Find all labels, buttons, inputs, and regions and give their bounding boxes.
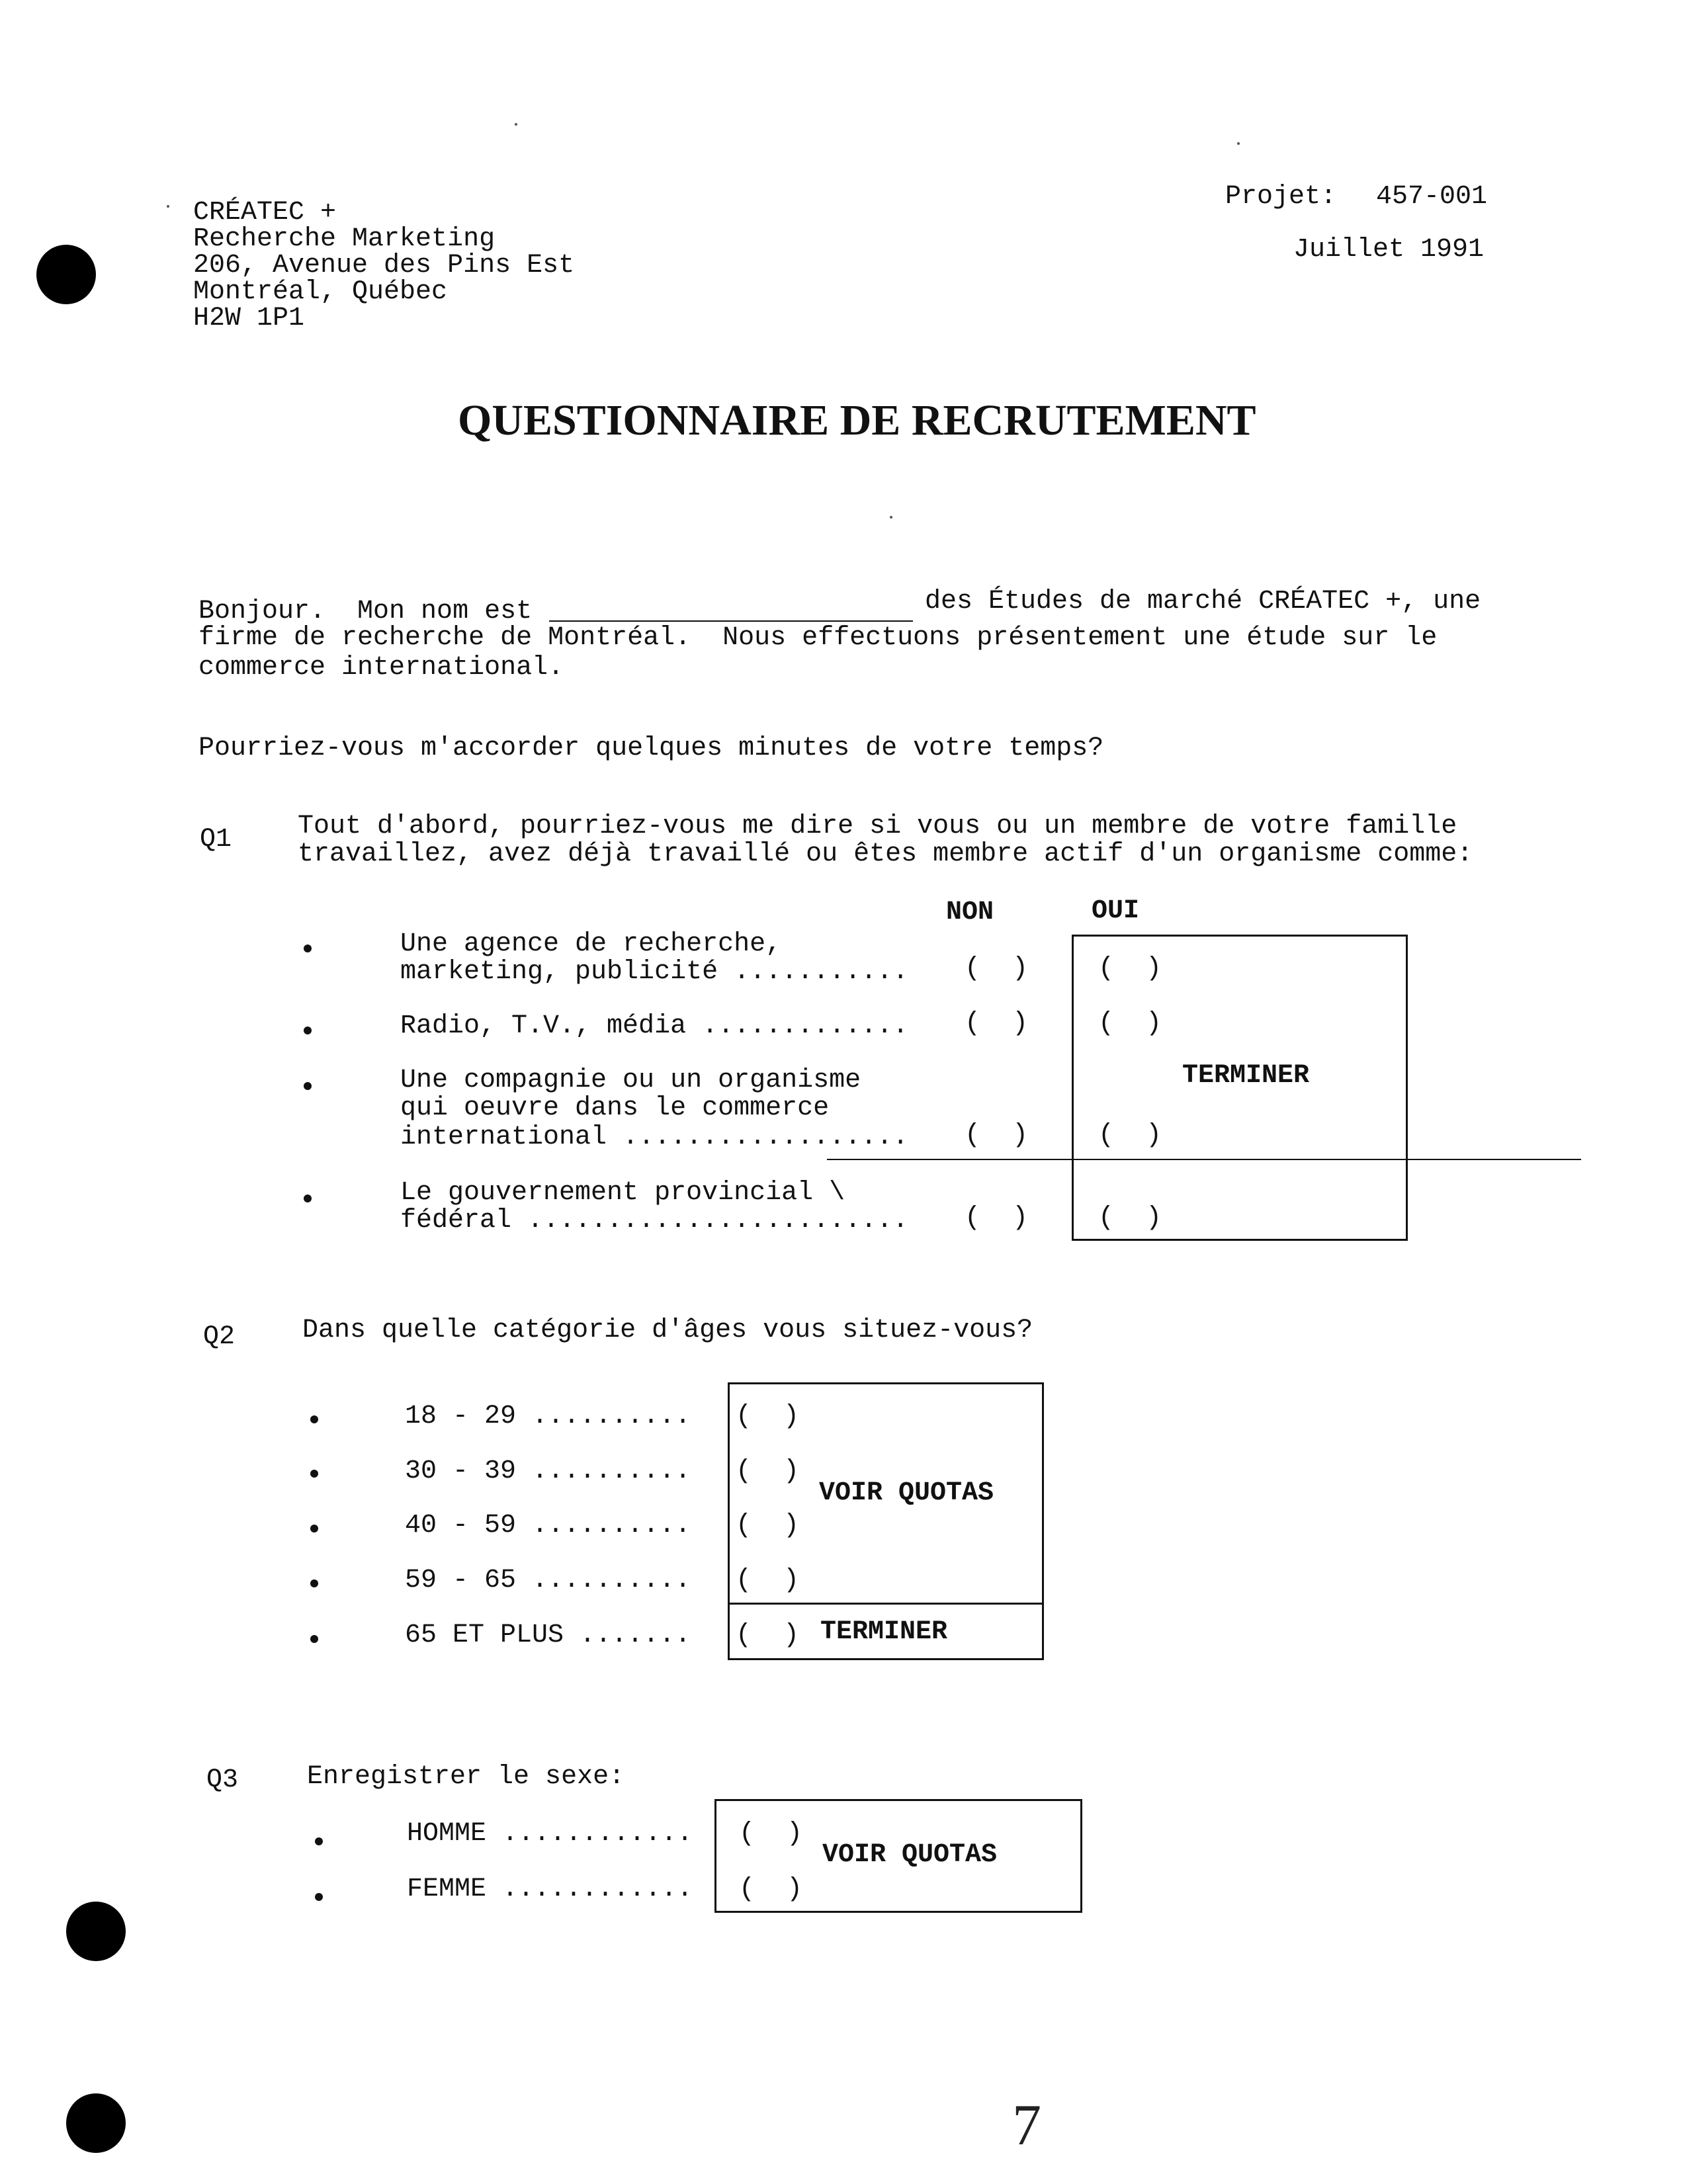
- punch-hole-bottom: [66, 2093, 126, 2153]
- scan-speck: [515, 123, 517, 126]
- q1-bullet: [304, 945, 312, 952]
- name-blank-line: [549, 620, 913, 622]
- q1-item-1-non-checkbox[interactable]: ( ): [965, 954, 1029, 984]
- q3-option-homme-checkbox[interactable]: ( ): [739, 1819, 803, 1849]
- q1-bullet: [304, 1082, 312, 1090]
- intro-line-1a: Bonjour. Mon nom est: [198, 597, 533, 626]
- q2-text: Dans quelle catégorie d'âges vous situez-vous?: [302, 1316, 1033, 1345]
- q1-item-4-non-checkbox[interactable]: ( ): [965, 1203, 1029, 1233]
- q1-item-2-line-1: Radio, T.V., média .............: [400, 1011, 909, 1041]
- q1-item-2-non-checkbox[interactable]: ( ): [965, 1009, 1029, 1038]
- q2-terminate-label: TERMINER: [820, 1617, 948, 1647]
- q2-bullet: [310, 1579, 318, 1587]
- q2-option-18-29: 18 - 29 ..........: [405, 1402, 691, 1431]
- scan-speck: [167, 205, 169, 208]
- q1-number: Q1: [200, 825, 232, 855]
- scan-speck: [1237, 142, 1240, 145]
- q1-item-3-non-checkbox[interactable]: ( ): [965, 1120, 1029, 1150]
- q1-col-non: NON: [946, 898, 994, 927]
- q2-bullet: [310, 1415, 318, 1423]
- company-name: CRÉATEC +: [193, 198, 337, 228]
- q1-item-1-line-2: marketing, publicité ...........: [400, 957, 909, 987]
- q1-item-1-oui-checkbox[interactable]: ( ): [1098, 954, 1162, 984]
- scan-speck: [890, 516, 892, 519]
- company-division: Recherche Marketing: [193, 224, 496, 254]
- q3-option-homme: HOMME ............: [407, 1819, 693, 1849]
- company-postal-code: H2W 1P1: [193, 304, 305, 333]
- q3-option-femme-checkbox[interactable]: ( ): [739, 1874, 803, 1904]
- q1-item-4-oui-checkbox[interactable]: ( ): [1098, 1203, 1162, 1233]
- intro-line-1b: des Études de marché CRÉATEC +, une: [925, 587, 1481, 616]
- q2-bullet: [310, 1635, 318, 1643]
- company-street: 206, Avenue des Pins Est: [193, 251, 575, 280]
- q1-item-2-oui-checkbox[interactable]: ( ): [1098, 1009, 1162, 1038]
- q1-item-3-line-3: international ..................: [400, 1122, 909, 1152]
- q2-option-65-plus-checkbox[interactable]: ( ): [736, 1620, 800, 1650]
- q2-option-30-39: 30 - 39 ..........: [405, 1456, 691, 1486]
- q1-bullet: [304, 1027, 312, 1034]
- q1-col-oui: OUI: [1092, 896, 1140, 926]
- intro-question: Pourriez-vous m'accorder quelques minutes de votre temps?: [198, 734, 1104, 763]
- q2-bullet: [310, 1525, 318, 1533]
- q2-quota-label: VOIR QUOTAS: [819, 1478, 994, 1508]
- punch-hole-middle: [66, 1902, 126, 1961]
- q1-item-4-line-2: fédéral ........................: [400, 1206, 909, 1236]
- q3-text: Enregistrer le sexe:: [307, 1762, 625, 1792]
- q3-bullet: [315, 1893, 323, 1901]
- q2-option-40-59-checkbox[interactable]: ( ): [736, 1511, 800, 1540]
- q1-item-4-line-1: Le gouvernement provincial \: [400, 1178, 845, 1208]
- q3-number: Q3: [206, 1765, 239, 1795]
- q3-quota-label: VOIR QUOTAS: [822, 1840, 998, 1870]
- q1-item-3-oui-checkbox[interactable]: ( ): [1098, 1120, 1162, 1150]
- q2-option-18-29-checkbox[interactable]: ( ): [736, 1402, 800, 1431]
- q2-box-divider: [728, 1603, 1044, 1605]
- intro-line-3: commerce international.: [198, 653, 564, 683]
- q2-option-40-59: 40 - 59 ..........: [405, 1511, 691, 1540]
- q2-option-65-plus: 65 ET PLUS .......: [405, 1620, 691, 1650]
- q1-bullet: [304, 1195, 312, 1202]
- q1-item-3-line-2: qui oeuvre dans le commerce: [400, 1093, 830, 1123]
- company-city: Montréal, Québec: [193, 277, 448, 307]
- q1-item-1-line-1: Une agence de recherche,: [400, 929, 782, 959]
- q1-text-line-1: Tout d'abord, pourriez-vous me dire si vous ou un membre de votre famille: [298, 812, 1457, 841]
- project-number: 457-001: [1376, 182, 1488, 212]
- q1-text-line-2: travaillez, avez déjà travaillé ou êtes membre actif d'un organisme comme:: [298, 839, 1473, 869]
- q2-option-59-65: 59 - 65 ..........: [405, 1566, 691, 1595]
- q3-bullet: [315, 1837, 323, 1845]
- q1-terminate-label: TERMINER: [1182, 1061, 1310, 1091]
- q3-option-femme: FEMME ............: [407, 1874, 693, 1904]
- q1-item-3-line-1: Une compagnie ou un organisme: [400, 1066, 861, 1095]
- project-label: Projet:: [1225, 182, 1337, 212]
- punch-hole-top: [36, 245, 96, 304]
- q2-option-59-65-checkbox[interactable]: ( ): [736, 1566, 800, 1595]
- q1-scan-line: [827, 1159, 1581, 1160]
- q2-bullet: [310, 1470, 318, 1478]
- page-title: QUESTIONNAIRE DE RECRUTEMENT: [458, 396, 1256, 444]
- q2-option-30-39-checkbox[interactable]: ( ): [736, 1456, 800, 1486]
- handwritten-page-mark: 7: [1012, 2093, 1041, 2158]
- q2-number: Q2: [203, 1322, 236, 1352]
- document-date: Juillet 1991: [1293, 235, 1485, 265]
- intro-line-2: firme de recherche de Montréal. Nous effectuons présentement une étude sur le: [198, 623, 1438, 653]
